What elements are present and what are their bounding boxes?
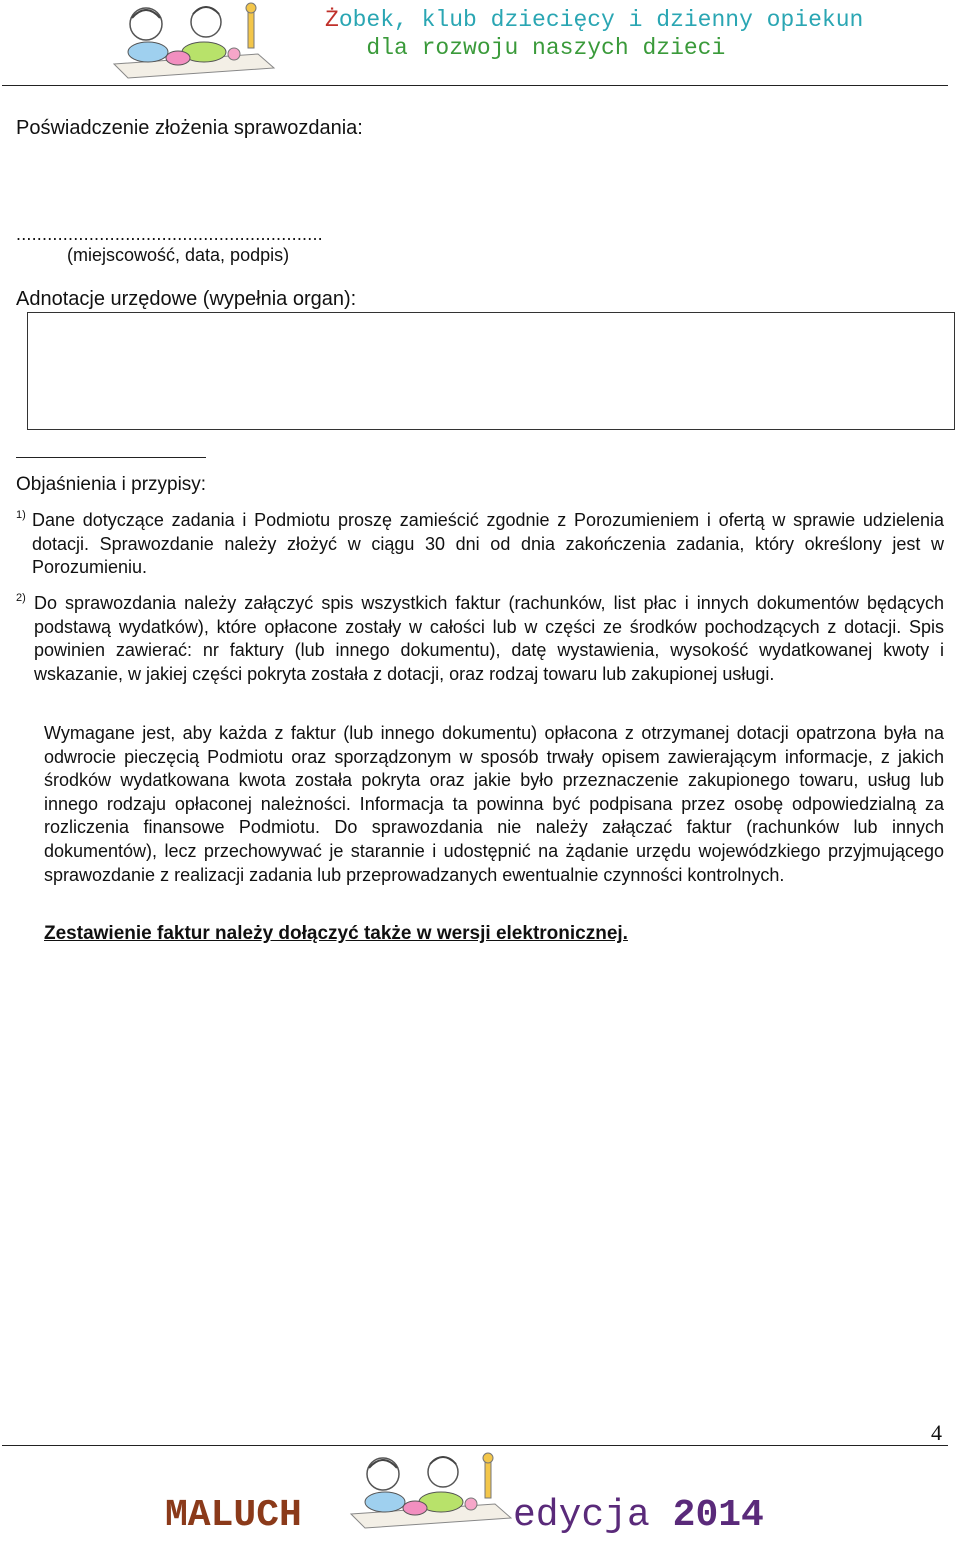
footer-brand: MALUCH [165, 1494, 302, 1537]
closing-note: Zestawienie faktur należy dołączyć także w wersji elektronicznej. [44, 923, 628, 944]
footnote-2-text [34, 592, 944, 686]
footer-edition-year: 2014 [672, 1494, 764, 1537]
tagline-first-letter: Ż [325, 7, 339, 33]
official-notes-title: Adnotacje urzędowe (wypełnia organ): [16, 288, 357, 310]
page-number: 4 [931, 1420, 942, 1445]
footnotes-heading: Objaśnienia i przypisy: [16, 474, 207, 495]
footer-children-drawing-logo [345, 1452, 517, 1530]
footnote-2-paragraph-2-body: Wymagane jest, aby każda z faktur (lub innego dokumentu) opłacona z otrzymanej dotacji opatrzona była na odwrocie pieczęcią Podmiotu oraz sporządzonym w sposób trwały opisem zawierającym informacje, z jakich środków wydatkowana kwota została pokryta oraz jakie było przeznaczenie zakupionego towaru, usług lub innego rodzaju opłaconej należności. Informacja ta powinna być podpisana przez osobę odpowiedzialną za rozliczenia finansowe Podmiotu. Do sprawozdania nie należy załączać faktur (rachunków lub innych dokumentów), lecz przechowywać je starannie i udostępnić na żądanie urzędu wojewódzkiego przyjmującego sprawozdanie z realizacji zadania lub przeprowadzanych ewentualnie czynności kontrolnych. [44, 723, 944, 885]
signature-dotted-line: ........................................................... [16, 224, 323, 244]
footnote-divider [16, 457, 206, 458]
tagline-line2: dla rozwoju naszych dzieci [366, 35, 726, 61]
official-notes-box [27, 312, 955, 430]
header-children-drawing-logo [108, 2, 280, 80]
header-divider [2, 85, 948, 86]
footer-edition-word: edycja [513, 1494, 650, 1537]
footer-divider [2, 1445, 948, 1446]
header-tagline [325, 6, 863, 62]
footnote-2-body: Do sprawozdania należy załączyć spis wszystkich faktur (rachunków, list płac i innych dokumentów będących podstawą wydatków), które opłacone zostały w całości lub w części ze środków pochodzących z dotacji. Spis powinien zawierać: nr faktury (lub innego dokumentu), datę wystawienia, wysokość wydatkowanej kwoty i wskazanie, w jakiej części pokryta została z dotacji, oraz rodzaj towaru lub zakupionej usługi. [34, 593, 944, 684]
footnote-2-paragraph-2 [44, 722, 944, 887]
footer-edition [513, 1494, 764, 1537]
signature-caption: (miejscowość, data, podpis) [67, 245, 290, 265]
tagline-line1: obek, klub dziecięcy i dzienny opiekun [338, 7, 864, 33]
footnote-2-number: 2) [16, 592, 26, 604]
footnote-1-number: 1) [16, 509, 26, 521]
attestation-title: Poświadczenie złożenia sprawozdania: [16, 117, 363, 139]
footnote-2-marker [16, 591, 26, 615]
footnote-1-text [32, 509, 944, 580]
footnote-1-marker [16, 508, 26, 532]
footnote-1-body: Dane dotyczące zadania i Podmiotu proszę zamieścić zgodnie z Porozumieniem i ofertą w sprawie udzielenia dotacji. Sprawozdanie należy złożyć w ciągu 30 dni od dnia zakończenia zadania, który określony jest w Porozumieniu. [32, 510, 944, 578]
